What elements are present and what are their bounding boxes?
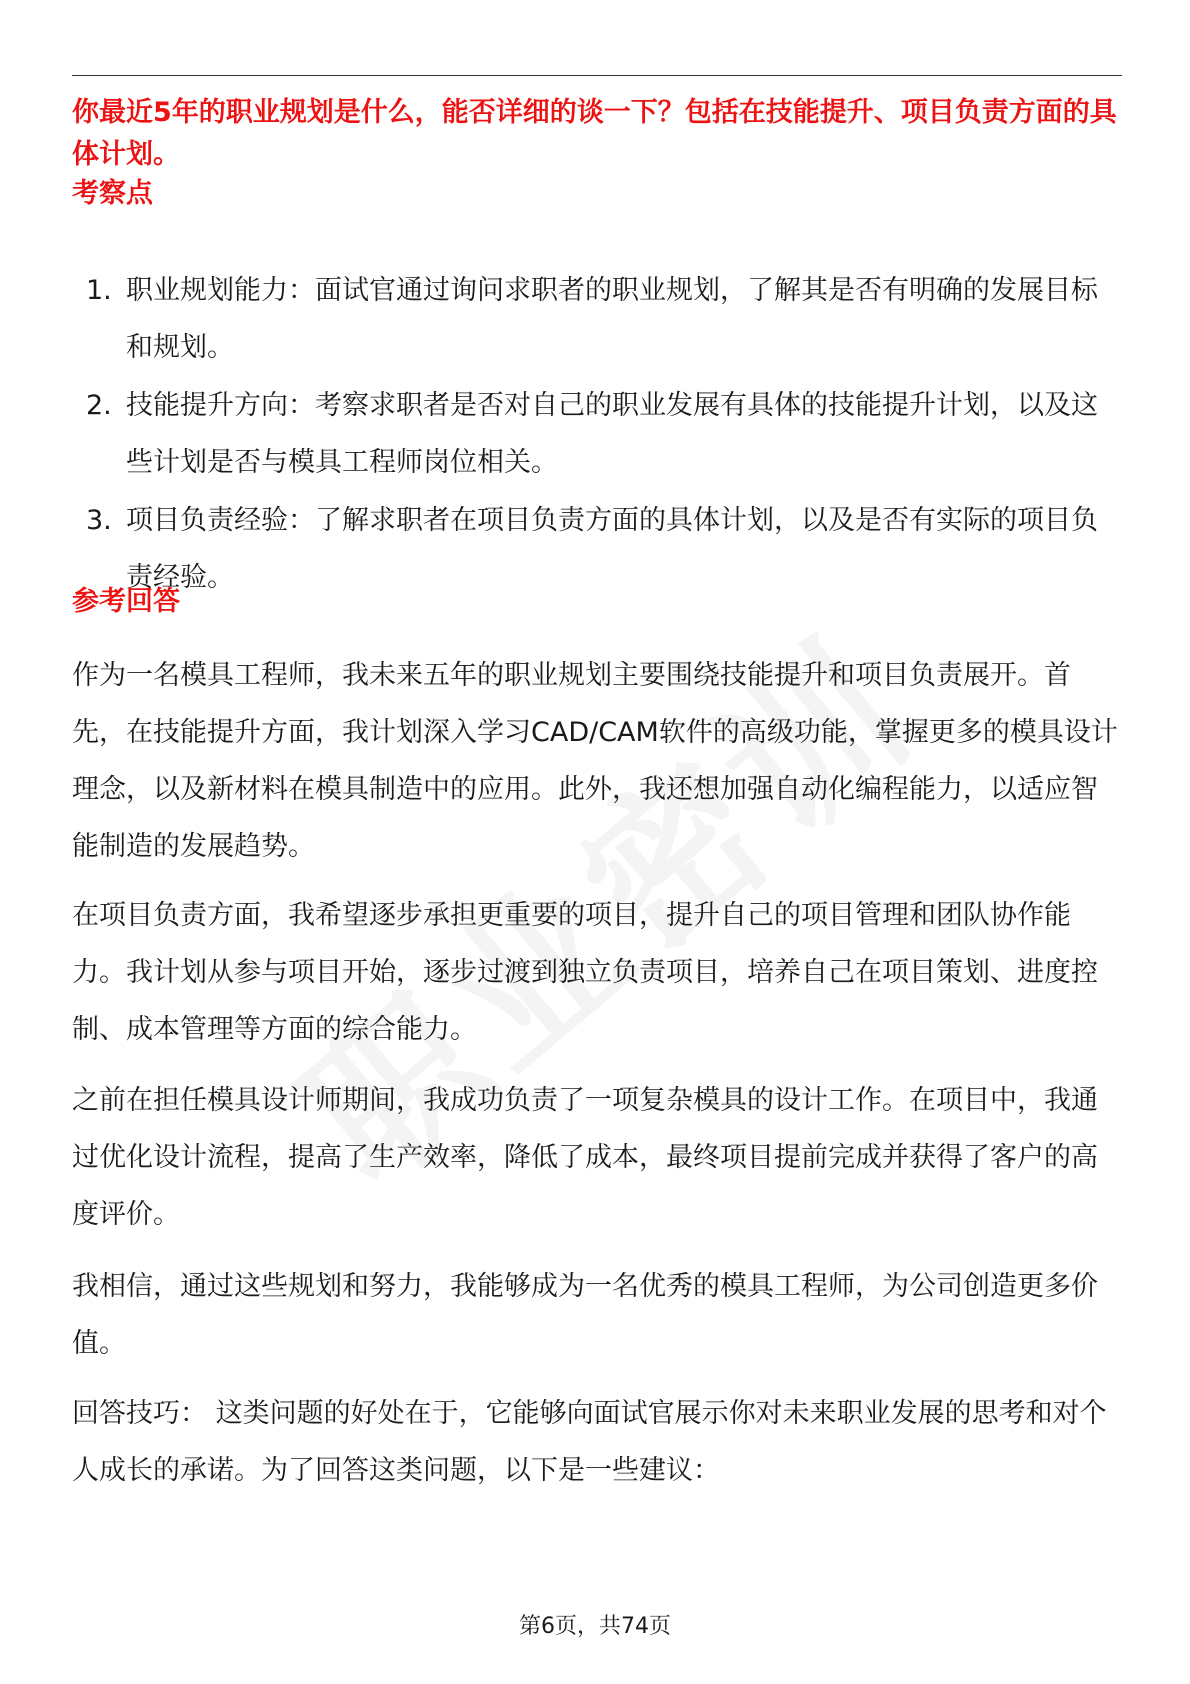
section-title-focus: 考察点 — [72, 178, 153, 209]
page-number-footer: 第6页，共74页 — [519, 1614, 671, 1639]
answer-paragraph: 作为一名模具工程师，我未来五年的职业规划主要围绕技能提升和项目负责展开。首先，在技能提升方面，我计划深入学习CAD/CAM软件的高级功能，掌握更多的模具设计理念，以及新材料在模具制造中的应用。此外，我还想加强自动化编程能力，以适应智能制造的发展趋势。 — [72, 660, 1118, 862]
list-number: 3. — [86, 505, 112, 536]
answer-paragraph: 之前在担任模具设计师期间，我成功负责了一项复杂模具的设计工作。在项目中，我通过优化设计流程，提高了生产效率，降低了成本，最终项目提前完成并获得了客户的高度评价。 — [72, 1085, 1098, 1230]
question-heading: 你最近5年的职业规划是什么，能否详细的谈一下？包括在技能提升、项目负责方面的具体计划。 — [72, 97, 1117, 170]
list-text: 职业规划能力：面试官通过询问求职者的职业规划，了解其是否有明确的发展目标和规划。 — [126, 275, 1098, 363]
list-number: 1. — [86, 275, 112, 306]
list-text: 技能提升方向：考察求职者是否对自己的职业发展有具体的技能提升计划，以及这些计划是否与模具工程师岗位相关。 — [126, 390, 1098, 478]
answer-paragraph: 我相信，通过这些规划和努力，我能够成为一名优秀的模具工程师，为公司创造更多价值。 — [72, 1271, 1098, 1359]
list-number: 2. — [86, 390, 112, 421]
focus-point-list — [72, 262, 1122, 607]
list-item — [72, 262, 1122, 376]
section-title-answer: 参考回答 — [72, 586, 180, 617]
list-text: 项目负责经验：了解求职者在项目负责方面的具体计划，以及是否有实际的项目负责经验。 — [126, 505, 1098, 593]
top-divider — [72, 75, 1122, 76]
list-item — [72, 377, 1122, 491]
answer-tip-paragraph: 回答技巧： 这类问题的好处在于，它能够向面试官展示你对未来职业发展的思考和对个人成长的承诺。为了回答这类问题，以下是一些建议： — [72, 1398, 1107, 1486]
answer-paragraph: 在项目负责方面，我希望逐步承担更重要的项目，提升自己的项目管理和团队协作能力。我计划从参与项目开始，逐步过渡到独立负责项目，培养自己在项目策划、进度控制、成本管理等方面的综合能力。 — [72, 900, 1098, 1045]
